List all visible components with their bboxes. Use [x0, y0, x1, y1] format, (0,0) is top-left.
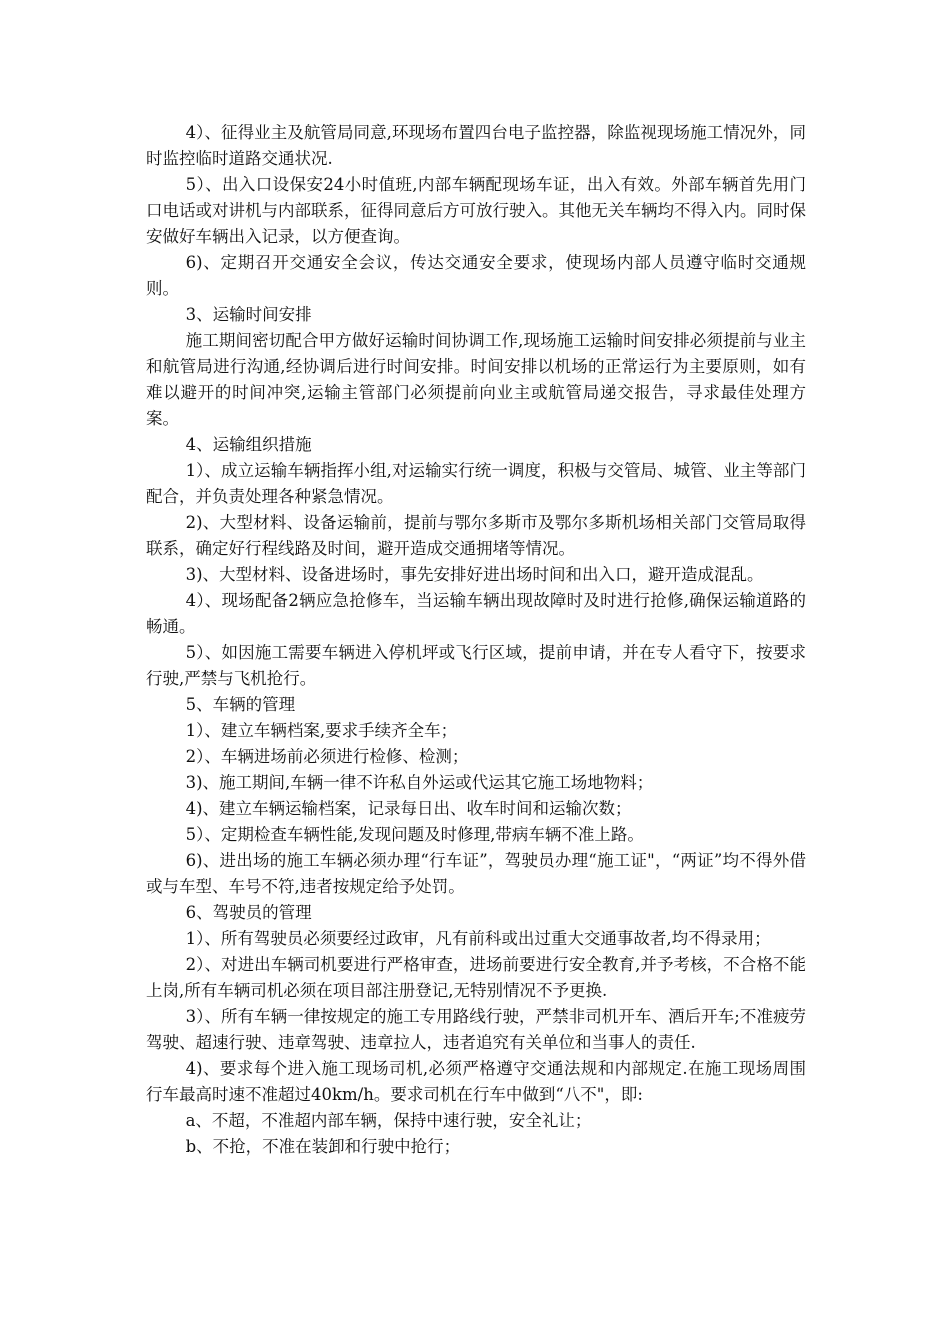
document-body — [146, 120, 806, 1160]
paragraph: 5）、如因施工需要车辆进入停机坪或飞行区域，提前申请，并在专人看守下，按要求行驶,严禁与飞机抢行。 — [146, 643, 806, 688]
paragraph: 5）、出入口设保安24小时值班,内部车辆配现场车证，出入有效。外部车辆首先用门口电话或对讲机与内部联系，征得同意后方可放行驶入。其他无关车辆均不得入内。同时保安做好车辆出入记录，以方便查询。 — [146, 175, 806, 246]
paragraph: 3)、施工期间,车辆一律不许私自外运或代运其它施工场地物料； — [185, 773, 654, 792]
section-heading: 6、驾驶员的管理 — [185, 903, 312, 922]
paragraph: 2)、大型材料、设备运输前，提前与鄂尔多斯市及鄂尔多斯机场相关部门交管局取得联系，确定好行程线路及时间，避开造成交通拥堵等情况。 — [146, 513, 806, 558]
paragraph: 4)、建立车辆运输档案，记录每日出、收车时间和运输次数； — [185, 799, 632, 818]
paragraph: b、不抢，不准在装卸和行驶中抢行； — [185, 1137, 461, 1156]
section-heading: 3、运输时间安排 — [185, 305, 312, 324]
paragraph: 5）、定期检查车辆性能,发现问题及时修理,带病车辆不准上路。 — [185, 825, 644, 844]
paragraph: 施工期间密切配合甲方做好运输时间协调工作,现场施工运输时间安排必须提前与业主和航管局进行沟通,经协调后进行时间安排。时间安排以机场的正常运行为主要原则，如有难以避开的时间冲突,运输主管部门必须提前向业主或航管局递交报告，寻求最佳处理方案。 — [146, 331, 806, 428]
section-heading: 4、运输组织措施 — [185, 435, 312, 454]
paragraph: 3）、所有车辆一律按规定的施工专用路线行驶，严禁非司机开车、酒后开车;不准疲劳驾驶、超速行驶、违章驾驶、违章拉人，违者追究有关单位和当事人的责任. — [146, 1007, 806, 1052]
paragraph: 4）、征得业主及航管局同意,环现场布置四台电子监控器，除监视现场施工情况外，同时监控临时道路交通状况. — [146, 123, 806, 168]
paragraph: 4)、要求每个进入施工现场司机,必须严格遵守交通法规和内部规定.在施工现场周围行车最高时速不准超过40km/h。要求司机在行车中做到“八不"，即: — [146, 1059, 806, 1104]
paragraph: 3)、大型材料、设备进场时，事先安排好进出场时间和出入口，避开造成混乱。 — [185, 565, 764, 584]
section-heading: 5、车辆的管理 — [185, 695, 296, 714]
paragraph: 1）、成立运输车辆指挥小组,对运输实行统一调度，积极与交管局、城管、业主等部门配合，并负责处理各种紧急情况。 — [146, 461, 806, 506]
paragraph: 2）、对进出车辆司机要进行严格审查，进场前要进行安全教育,并予考核，不合格不能上岗,所有车辆司机必须在项目部注册登记,无特别情况不予更换. — [146, 955, 806, 1000]
paragraph: 1）、建立车辆档案,要求手续齐全车； — [185, 721, 458, 740]
paragraph: a、不超，不准超内部车辆，保持中速行驶，安全礼让； — [185, 1111, 592, 1130]
paragraph: 1）、所有驾驶员必须要经过政审，凡有前科或出过重大交通事故者,均不得录用； — [185, 929, 771, 948]
paragraph: 6)、进出场的施工车辆必须办理“行车证”，驾驶员办理“施工证"，“两证”均不得外借或与车型、车号不符,违者按规定给予处罚。 — [146, 851, 806, 896]
paragraph: 6)、定期召开交通安全会议，传达交通安全要求，使现场内部人员遵守临时交通规则。 — [146, 253, 806, 298]
paragraph: 4）、现场配备2辆应急抢修车，当运输车辆出现故障时及时进行抢修,确保运输道路的畅通。 — [146, 591, 806, 636]
paragraph: 2）、车辆进场前必须进行检修、检测； — [185, 747, 469, 766]
